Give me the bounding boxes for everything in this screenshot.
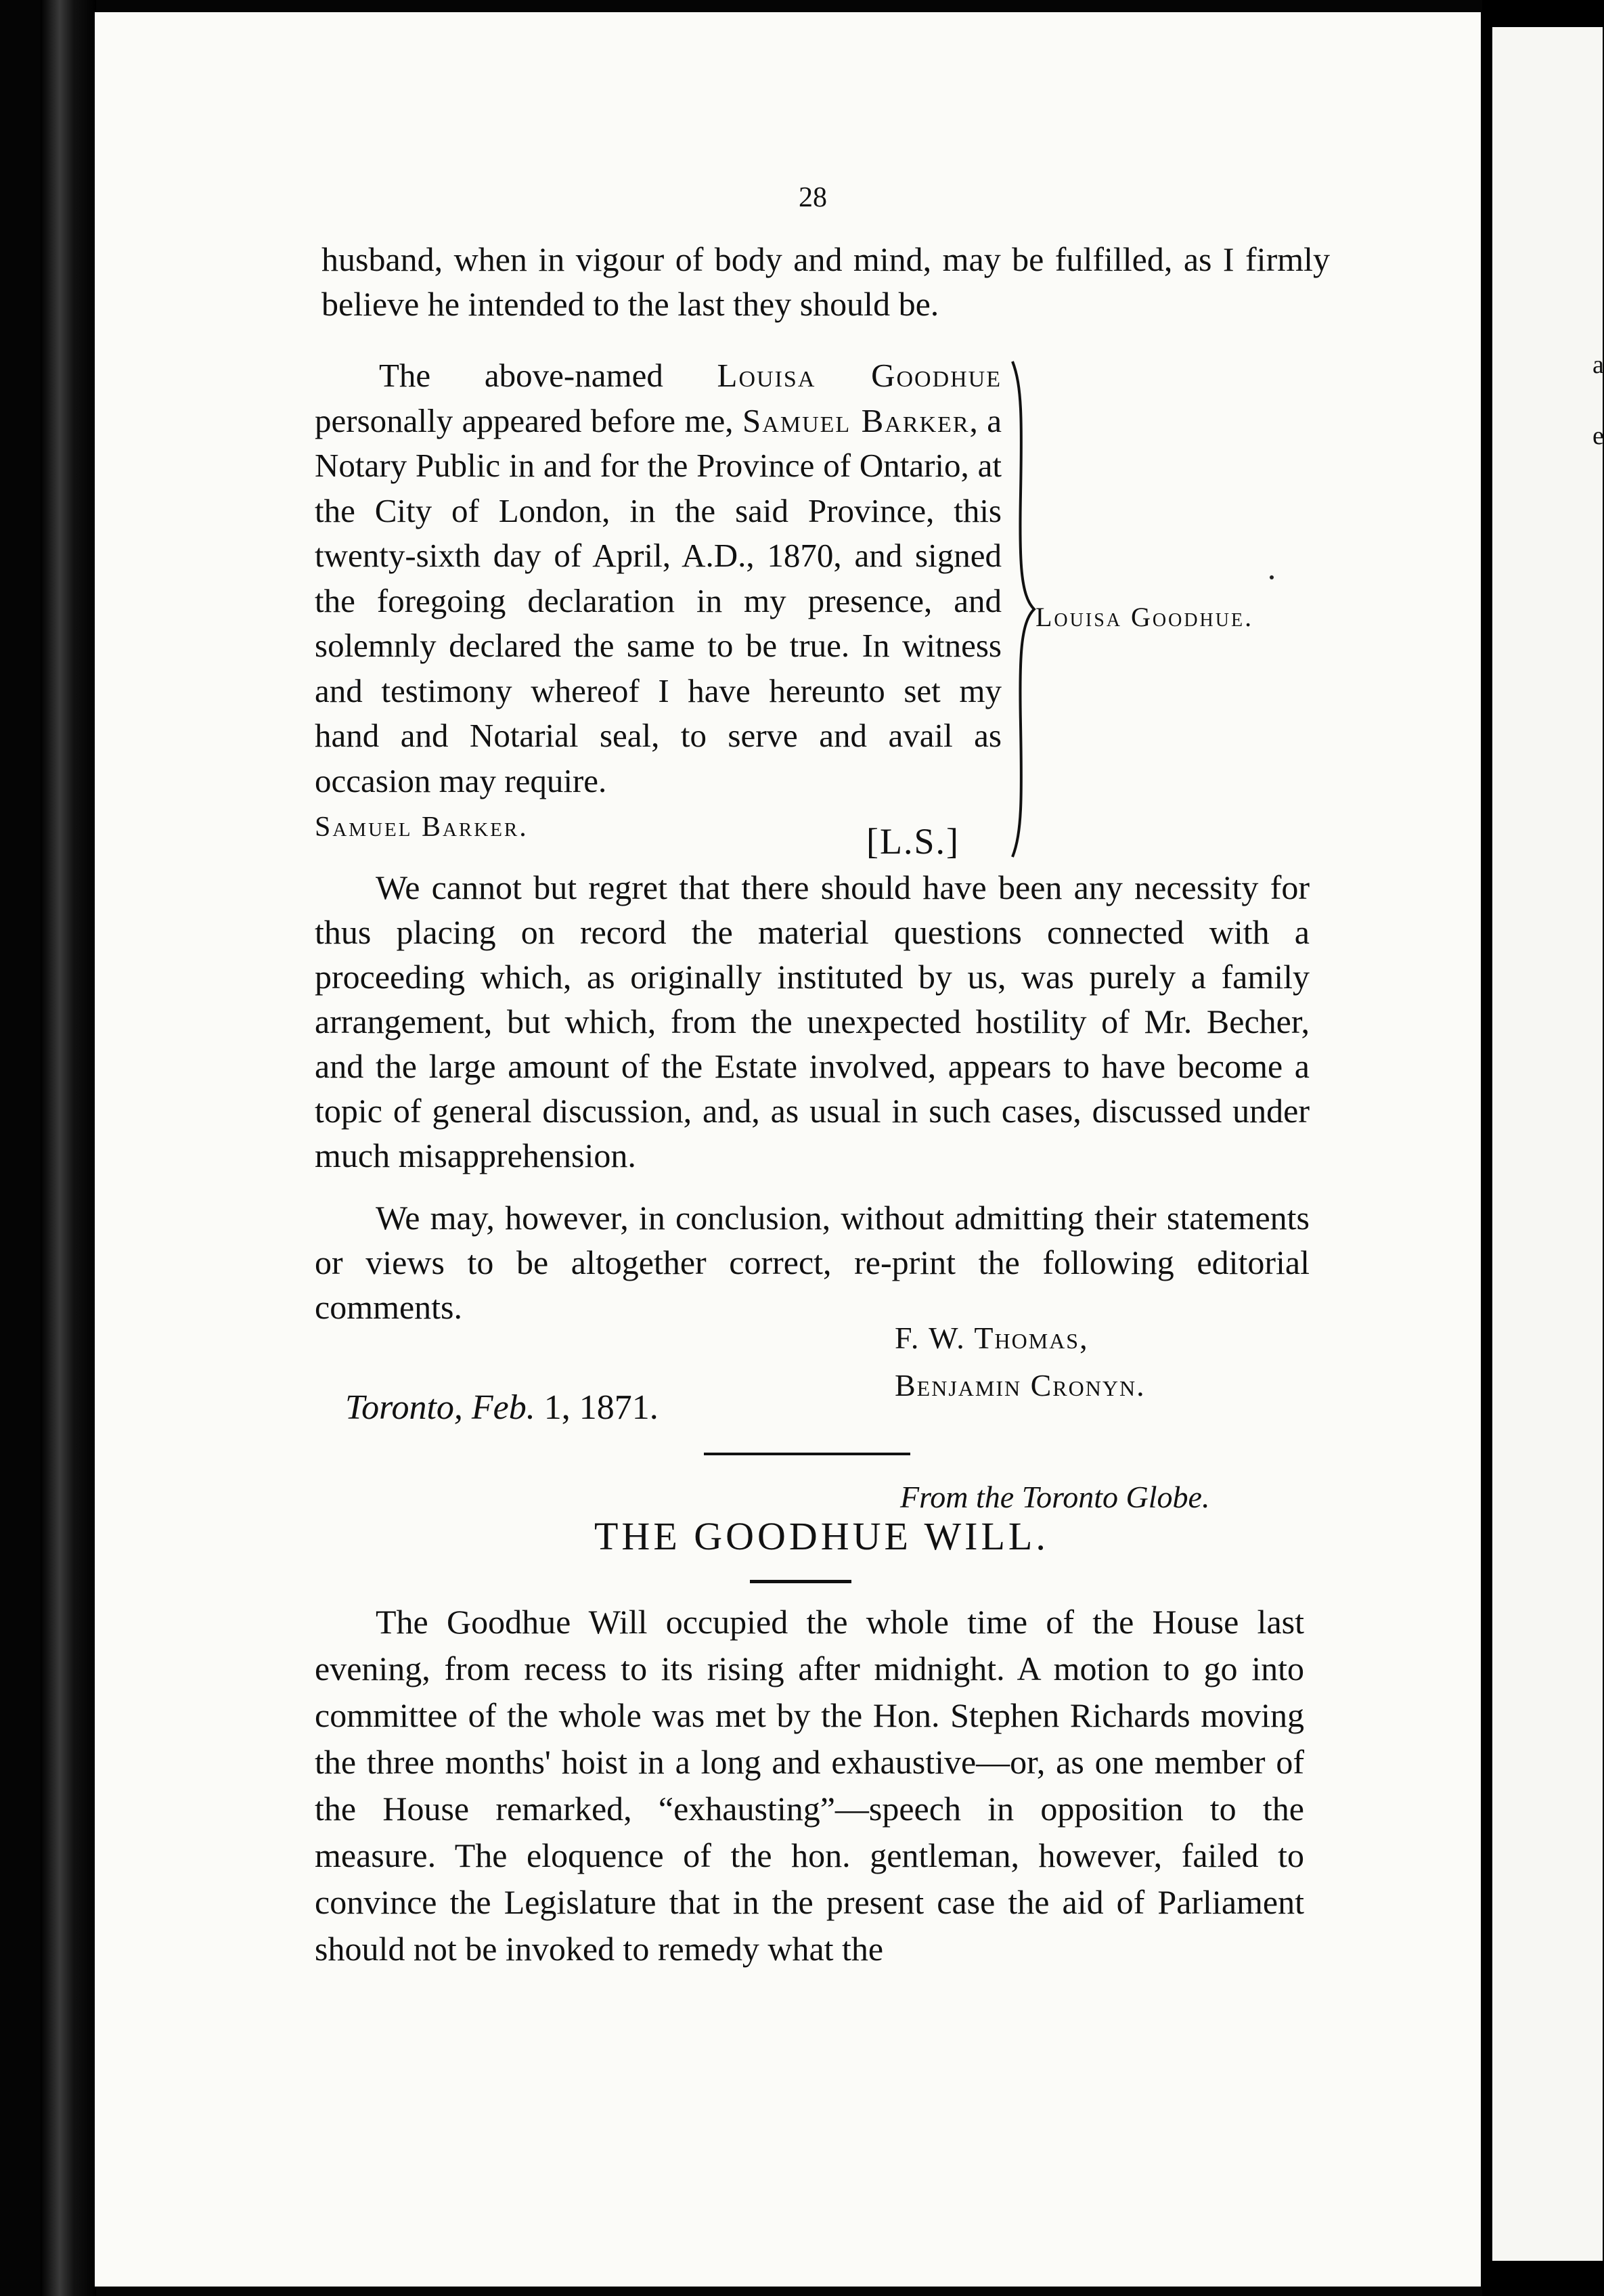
- dateline: [345, 1388, 659, 1428]
- notary-signature: Samuel Barker.: [315, 812, 529, 843]
- facing-page-fragment: a: [1592, 351, 1604, 379]
- regret-paragraph: We cannot but regret that there should have been any necessity for thus placing on record the material questions connected with a proceeding which, as originally instituted by us, was purely a family arrangement, but which, from the unexpected hostility of Mr. Becher, and the large amount of the Estate involved, appears to have become a topic of general discussion, and, as usual in such cases, discussed under much misapprehension.: [315, 868, 1310, 1174]
- signatory-cronyn: Benjamin Cronyn.: [895, 1368, 1146, 1403]
- notary-name: Samuel Barker: [742, 401, 970, 439]
- title-underline: [750, 1580, 851, 1583]
- notary-affidavit: [315, 353, 1002, 803]
- affidavit-text-1: personally appeared before me,: [315, 401, 734, 439]
- stray-mark: [1270, 575, 1274, 579]
- section-divider: [704, 1453, 910, 1455]
- continuation-paragraph: husband, when in vigour of body and mind, may be fulfilled, as I firmly believe he intended to the last they should be.: [321, 240, 1330, 323]
- signatory-thomas: F. W. Thomas,: [895, 1321, 1089, 1355]
- conclusion-paragraph: We may, however, in conclusion, without admitting their statements or views to be altogether correct, re-print the following editorial comments.: [315, 1199, 1310, 1326]
- article-title: THE GOODHUE WILL.: [594, 1514, 1049, 1558]
- page-number: 28: [799, 182, 827, 213]
- facing-page-edge: [1492, 27, 1603, 2261]
- affidavit-intro: The above-named: [379, 357, 663, 394]
- dateline-place: Toronto, Feb.: [345, 1388, 535, 1427]
- deponent-signature: Louisa Goodhue.: [1035, 602, 1254, 632]
- notarial-seal: [L.S.]: [866, 821, 960, 862]
- article-body: The Goodhue Will occupied the whole time of the House last evening, from recess to its rising after midnight. A motion to go into committee of the whole was met by the Hon. Stephen Richards moving the three months' hoist in a long and exhaustive—or, as one member of the House remarked, “exhausting”—speech in opposition to the measure. The eloquence of the hon. gentleman, however, failed to convince the Legislature that in the present case the aid of Parliament should not be invoked to remedy what the: [315, 1603, 1304, 1968]
- dateline-date: 1, 1871.: [543, 1388, 659, 1427]
- book-spine-shadow: [41, 0, 96, 2296]
- article-source: From the Toronto Globe.: [900, 1480, 1210, 1514]
- facing-page-fragment: e: [1592, 422, 1604, 450]
- deponent-name: Louisa Goodhue: [717, 357, 1002, 394]
- affidavit-text-2: , a Notary Public in and for the Province of Ontario, at the City of London, in the said Province, this twenty-sixth day of April, A.D., 1870, and signed the foregoing declaration in my presence, and solemnly declared the same to be true. In witness and testimony whereof I have hereunto set my hand and Notarial seal, to serve and avail as occasion may require.: [315, 401, 1002, 799]
